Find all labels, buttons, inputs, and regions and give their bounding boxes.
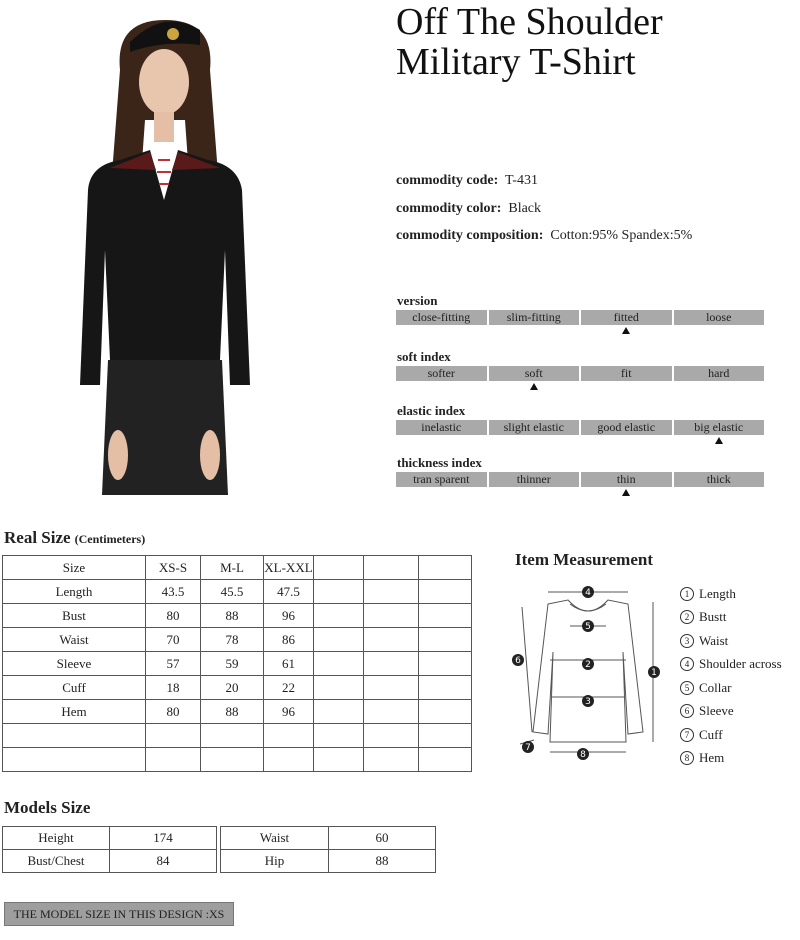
- commodity-code: [396, 173, 538, 189]
- selected-marker-icon: [530, 383, 538, 390]
- table-cell: [419, 676, 472, 700]
- table-cell: 20: [201, 676, 264, 700]
- table-cell: Sleeve: [3, 652, 146, 676]
- table-row: [3, 652, 472, 676]
- table-row: [3, 580, 472, 604]
- index-option: inelastic: [396, 420, 487, 435]
- selected-marker-icon: [715, 437, 723, 444]
- table-row: [3, 724, 472, 748]
- table-cell: Height: [3, 827, 110, 850]
- legend-number-icon: 8: [680, 751, 694, 765]
- legend-number-icon: 4: [680, 657, 694, 671]
- index-option: slim-fitting: [489, 310, 580, 325]
- measure-marker-2: 2: [585, 660, 591, 670]
- legend-number-icon: 3: [680, 634, 694, 648]
- table-cell: 45.5: [201, 580, 264, 604]
- legend-label: Shoulder across: [699, 656, 782, 672]
- legend-label: Length: [699, 585, 736, 601]
- index-option: fit: [581, 366, 672, 381]
- commodity-color-value: Black: [508, 201, 542, 216]
- table-cell: 60: [329, 827, 436, 850]
- table-cell: [314, 556, 364, 580]
- table-cell: [364, 580, 419, 604]
- commodity-composition-label: commodity composition:: [396, 228, 544, 243]
- table-cell: Hip: [221, 850, 329, 873]
- index-label: elastic index: [397, 403, 466, 418]
- table-cell: M-L: [201, 556, 264, 580]
- table-cell: [419, 604, 472, 628]
- legend-label: Waist: [699, 632, 729, 648]
- legend-label: Bustt: [699, 609, 727, 625]
- legend-number-icon: 5: [680, 681, 694, 695]
- table-cell: [364, 652, 419, 676]
- measure-marker-4: 4: [585, 588, 591, 598]
- table-cell: XS-S: [146, 556, 201, 580]
- measure-marker-6: 6: [515, 656, 521, 666]
- measure-marker-5: 5: [585, 622, 591, 632]
- table-row: [3, 827, 436, 850]
- table-cell: 59: [201, 652, 264, 676]
- measure-marker-8: 8: [580, 750, 586, 760]
- product-photo: [60, 0, 270, 495]
- table-cell: XL-XXL: [264, 556, 314, 580]
- table-cell: Bust: [3, 604, 146, 628]
- table-cell: 18: [146, 676, 201, 700]
- table-row: [3, 700, 472, 724]
- table-cell: [364, 748, 419, 772]
- table-cell: [364, 628, 419, 652]
- table-cell: [314, 700, 364, 724]
- real-size-heading: [4, 528, 145, 548]
- models-size-heading: Models Size: [4, 798, 91, 817]
- table-cell: [419, 748, 472, 772]
- table-cell: Size: [3, 556, 146, 580]
- index-label: thickness index: [397, 455, 482, 470]
- legend-item: [680, 700, 782, 724]
- table-cell: [364, 676, 419, 700]
- product-title: [396, 2, 663, 82]
- table-cell: 70: [146, 628, 201, 652]
- legend-item: [680, 582, 782, 606]
- index-bar: [396, 420, 764, 435]
- item-measurement-heading: Item Measurement: [515, 550, 654, 569]
- table-row: [3, 850, 436, 873]
- index-label: soft index: [397, 349, 451, 364]
- table-cell: [314, 748, 364, 772]
- real-size-title: Real Size: [4, 528, 71, 547]
- table-cell: [314, 580, 364, 604]
- table-cell: 84: [110, 850, 217, 873]
- table-cell: [364, 604, 419, 628]
- table-cell: 43.5: [146, 580, 201, 604]
- commodity-color: [396, 201, 541, 217]
- measurement-legend: [680, 582, 782, 770]
- selected-marker-icon: [622, 327, 630, 334]
- commodity-code-label: commodity code:: [396, 173, 499, 188]
- title-line-1: Off The Shoulder: [396, 1, 663, 43]
- table-cell: [146, 748, 201, 772]
- table-cell: 96: [264, 604, 314, 628]
- table-cell: [201, 748, 264, 772]
- table-row: [3, 604, 472, 628]
- title-line-2: Military T-Shirt: [396, 41, 636, 83]
- table-cell: 22: [264, 676, 314, 700]
- table-cell: [419, 580, 472, 604]
- commodity-composition-value: Cotton:95% Spandex:5%: [550, 228, 693, 243]
- legend-label: Cuff: [699, 726, 723, 742]
- index-option: thick: [674, 472, 765, 487]
- table-cell: 78: [201, 628, 264, 652]
- legend-label: Sleeve: [699, 703, 734, 719]
- table-row: [3, 748, 472, 772]
- table-cell: Length: [3, 580, 146, 604]
- real-size-unit: (Centimeters): [74, 532, 146, 546]
- table-cell: Waist: [3, 628, 146, 652]
- legend-item: [680, 653, 782, 677]
- table-cell: [419, 556, 472, 580]
- legend-number-icon: 1: [680, 587, 694, 601]
- index-label: version: [397, 293, 438, 308]
- table-cell: 174: [110, 827, 217, 850]
- index-option: big elastic: [674, 420, 765, 435]
- measure-marker-7: 7: [525, 743, 531, 753]
- commodity-color-label: commodity color:: [396, 201, 502, 216]
- table-cell: [314, 676, 364, 700]
- index-option: softer: [396, 366, 487, 381]
- table-cell: [364, 724, 419, 748]
- model-size-note: THE MODEL SIZE IN THIS DESIGN :XS: [4, 902, 234, 926]
- table-cell: 80: [146, 604, 201, 628]
- measure-marker-1: 1: [651, 668, 657, 678]
- legend-item: [680, 723, 782, 747]
- measurement-diagram: [508, 582, 668, 764]
- table-cell: Cuff: [3, 676, 146, 700]
- table-cell: [3, 724, 146, 748]
- table-cell: [419, 724, 472, 748]
- table-cell: [146, 724, 201, 748]
- table-cell: [314, 652, 364, 676]
- table-cell: 80: [146, 700, 201, 724]
- index-option: close-fitting: [396, 310, 487, 325]
- measure-marker-3: 3: [585, 697, 591, 707]
- size-table-header: [3, 556, 472, 580]
- table-cell: 88: [329, 850, 436, 873]
- legend-label: Hem: [699, 750, 725, 766]
- legend-item: [680, 606, 782, 630]
- index-bar: [396, 310, 764, 325]
- table-cell: 88: [201, 604, 264, 628]
- index-option: slight elastic: [489, 420, 580, 435]
- table-cell: 61: [264, 652, 314, 676]
- selected-marker-icon: [622, 489, 630, 496]
- index-bar: [396, 472, 764, 487]
- legend-item: [680, 629, 782, 653]
- commodity-composition: [396, 228, 692, 244]
- legend-number-icon: 7: [680, 728, 694, 742]
- table-cell: [314, 628, 364, 652]
- legend-number-icon: 2: [680, 610, 694, 624]
- table-cell: [419, 700, 472, 724]
- table-cell: 96: [264, 700, 314, 724]
- table-cell: Bust/Chest: [3, 850, 110, 873]
- index-option: fitted: [581, 310, 672, 325]
- commodity-code-value: T-431: [505, 173, 538, 188]
- table-cell: [264, 748, 314, 772]
- index-bar: [396, 366, 764, 381]
- table-cell: 57: [146, 652, 201, 676]
- index-option: good elastic: [581, 420, 672, 435]
- legend-number-icon: 6: [680, 704, 694, 718]
- index-option: soft: [489, 366, 580, 381]
- table-cell: [314, 724, 364, 748]
- table-row: [3, 676, 472, 700]
- index-option: tran sparent: [396, 472, 487, 487]
- table-cell: [364, 556, 419, 580]
- models-size-table: [2, 826, 436, 873]
- table-cell: 47.5: [264, 580, 314, 604]
- table-cell: [3, 748, 146, 772]
- table-cell: Waist: [221, 827, 329, 850]
- index-option: thinner: [489, 472, 580, 487]
- index-option: hard: [674, 366, 765, 381]
- table-cell: [201, 724, 264, 748]
- table-cell: 88: [201, 700, 264, 724]
- table-cell: [364, 700, 419, 724]
- legend-label: Collar: [699, 679, 732, 695]
- legend-item: [680, 747, 782, 771]
- table-cell: [419, 628, 472, 652]
- table-cell: [314, 604, 364, 628]
- table-cell: [264, 724, 314, 748]
- table-row: [3, 628, 472, 652]
- size-table: [2, 555, 472, 772]
- index-option: loose: [674, 310, 765, 325]
- table-cell: 86: [264, 628, 314, 652]
- index-option: thin: [581, 472, 672, 487]
- table-cell: [419, 652, 472, 676]
- table-cell: Hem: [3, 700, 146, 724]
- legend-item: [680, 676, 782, 700]
